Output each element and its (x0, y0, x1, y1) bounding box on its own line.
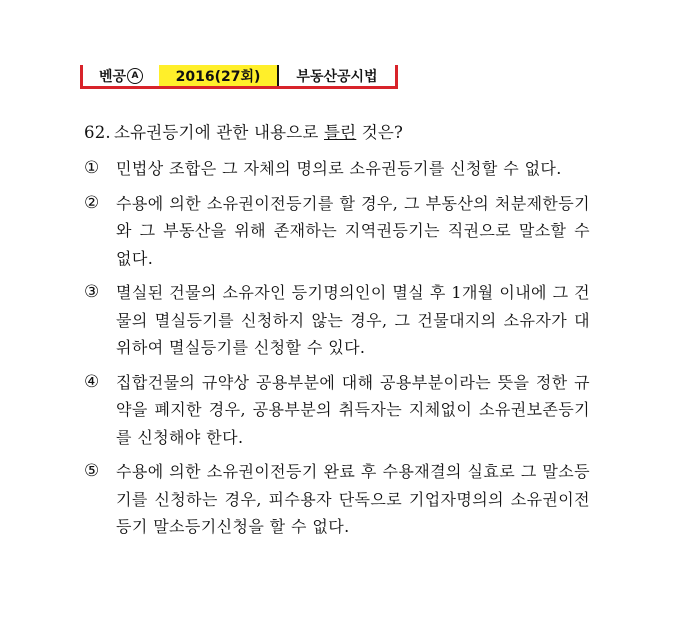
option-3-mark: ③ (84, 282, 100, 302)
exam-header (80, 65, 398, 89)
option-2-text: 수용에 의한 소유권이전등기를 할 경우, 그 부동산의 처분제한등기와 그 부동산을 위해 존재하는 지역권등기는 직권으로 말소할 수 없다. (116, 193, 590, 268)
option-4[interactable] (84, 369, 590, 452)
option-1-text: 민법상 조합은 그 자체의 명의로 소유권등기를 신청할 수 없다. (116, 159, 562, 178)
source-text: 벤공 (98, 68, 127, 85)
subject-label: 부동산공시법 (277, 65, 395, 86)
source-circle-mark: A (127, 68, 143, 84)
source-label (83, 65, 159, 86)
option-1-mark: ① (84, 158, 100, 178)
option-1[interactable] (84, 155, 590, 183)
question-stem (84, 121, 604, 145)
option-5-text: 수용에 의한 소유권이전등기 완료 후 수용재결의 실효로 그 말소등기를 신청하는 경우, 피수용자 단독으로 기업자명의의 소유권이전등기 말소등기신청을 할 수 없다. (116, 462, 590, 536)
option-2-mark: ② (84, 192, 100, 213)
question-text-after: 것은? (356, 123, 404, 142)
option-4-text: 집합건물의 규약상 공용부분에 대해 공용부분이라는 뜻을 정한 규약을 폐지한 경우, 공용부분의 취득자는 지체없이 소유권보존등기를 신청해야 한다. (116, 372, 590, 447)
option-2[interactable] (84, 190, 590, 273)
question-number: 62. (84, 123, 111, 142)
question-underlined-word: 틀린 (324, 123, 357, 142)
exam-year-label: 2016(27회) (159, 65, 277, 86)
question-text-before: 소유권등기에 관한 내용으로 (114, 123, 325, 142)
option-3[interactable] (84, 279, 590, 362)
answer-options (84, 155, 590, 548)
option-5[interactable] (84, 458, 590, 541)
option-4-mark: ④ (84, 371, 100, 392)
option-5-mark: ⑤ (84, 461, 100, 481)
option-3-text: 멸실된 건물의 소유자인 등기명의인이 멸실 후 1개월 이내에 그 건물의 멸실등기를 신청하지 않는 경우, 그 건물대지의 소유자가 대위하여 멸실등기를 신청할 수 있다. (116, 283, 590, 357)
